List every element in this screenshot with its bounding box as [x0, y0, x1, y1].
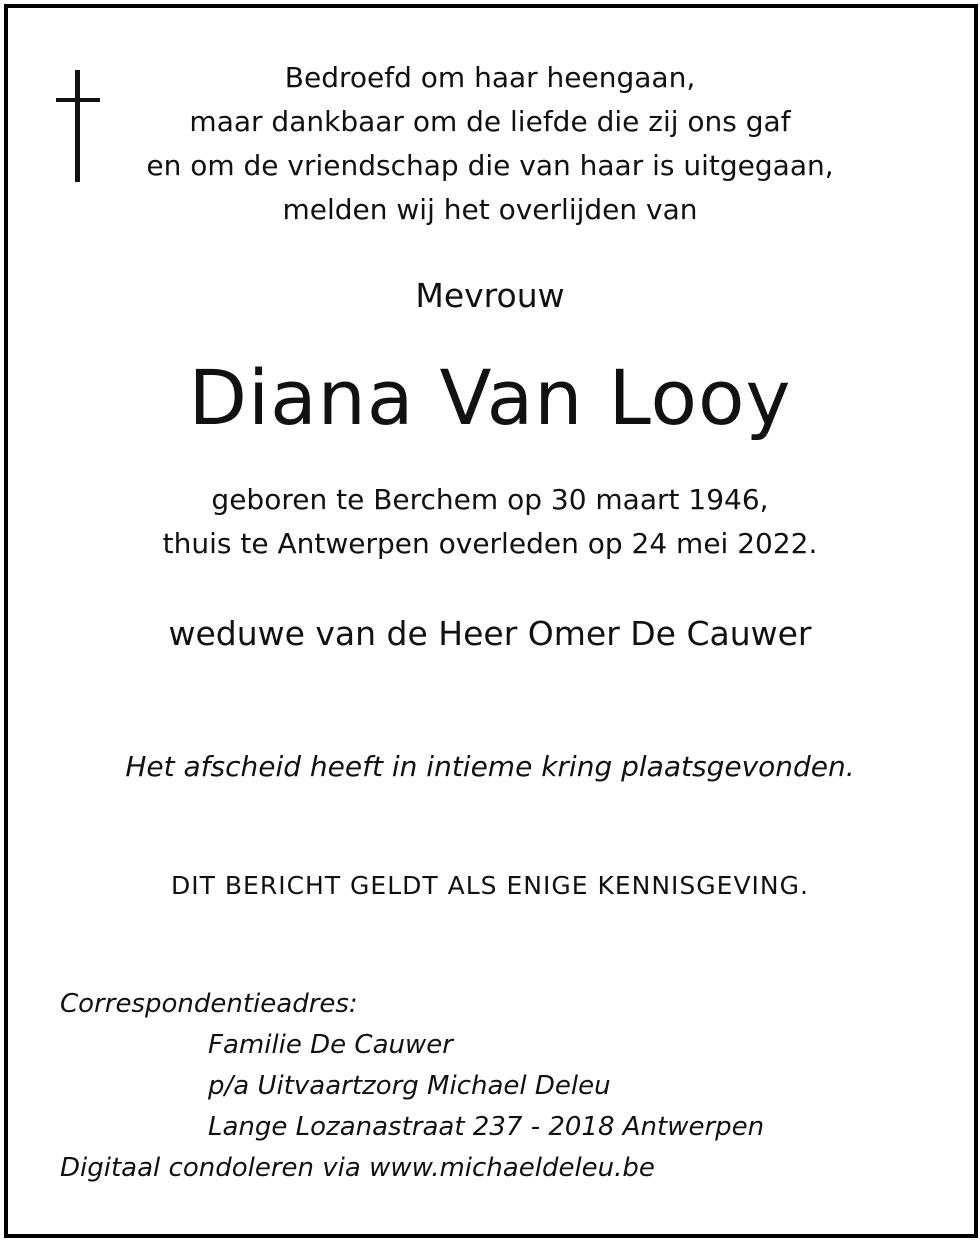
notice-text: DIT BERICHT GELDT ALS ENIGE KENNISGEVING. — [171, 871, 809, 900]
intro-line: Bedroefd om haar heengaan, — [284, 61, 696, 94]
honorific: Mevrouw — [415, 276, 565, 315]
death-line: thuis te Antwerpen overleden op 24 mei 2022. — [162, 527, 818, 560]
farewell-text: Het afscheid heeft in intieme kring plaatsgevonden. — [125, 750, 855, 783]
birth-line: geboren te Berchem op 30 maart 1946, — [211, 483, 769, 516]
deceased-name: Diana Van Looy — [188, 353, 792, 442]
correspondence-label: Correspondentieadres: — [60, 989, 358, 1019]
address-line: Familie De Cauwer — [208, 1030, 453, 1060]
address-line: p/a Uitvaartzorg Michael Deleu — [208, 1071, 611, 1101]
widow-line: weduwe van de Heer Omer De Cauwer — [168, 614, 812, 653]
birth-death-dates — [0, 478, 980, 566]
intro-line: melden wij het overlijden van — [282, 193, 698, 226]
intro-line: en om de vriendschap die van haar is uitgegaan, — [146, 149, 834, 182]
address-line: Lange Lozanastraat 237 - 2018 Antwerpen — [208, 1112, 765, 1142]
condolence-line: Digitaal condoleren via www.michaeldeleu.be — [60, 1153, 655, 1183]
correspondence-block — [60, 984, 764, 1189]
intro-text — [0, 56, 980, 232]
intro-line: maar dankbaar om de liefde die zij ons gaf — [189, 105, 791, 138]
